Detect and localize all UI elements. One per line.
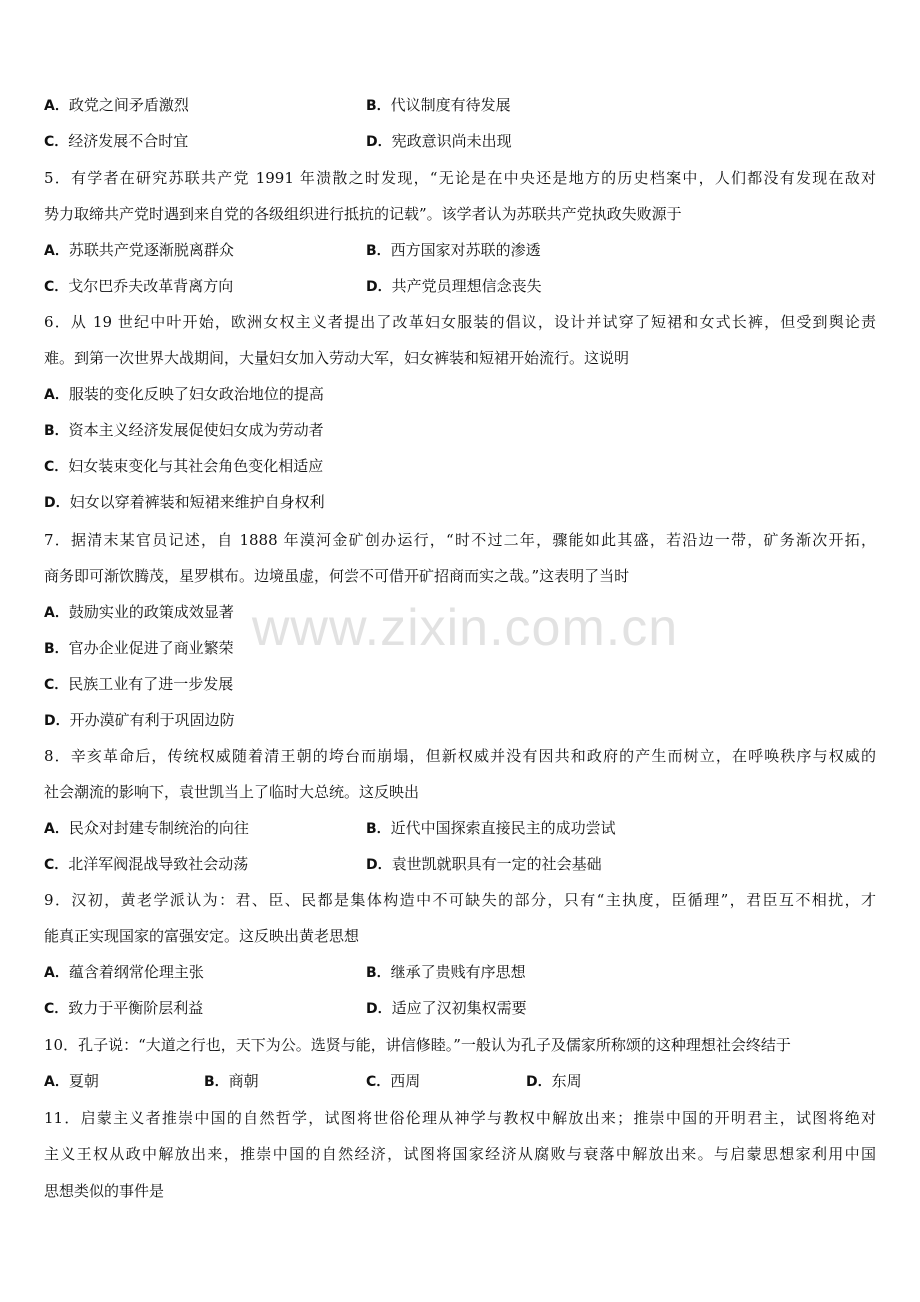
option-letter: D． (366, 1001, 392, 1017)
option-text: 西方国家对苏联的渗透 (390, 241, 541, 259)
option-letter: B． (44, 423, 69, 439)
q10-option-b (204, 1070, 259, 1092)
q5-stem-line-2: 势力取缔共产党时遇到来自党的各级组织进行抵抗的记载”。该学者认为苏联共产党执政失败源于 (44, 205, 682, 223)
option-text: 夏朝 (68, 1072, 99, 1090)
option-letter: C． (44, 1001, 69, 1017)
option-letter: D． (366, 134, 392, 150)
option-letter: A． (44, 821, 69, 837)
option-text: 袁世凯就职具有一定的社会基础 (391, 855, 602, 873)
option-letter: A． (44, 98, 69, 114)
q10-option-c (366, 1070, 420, 1092)
option-letter: A． (44, 965, 69, 981)
option-text: 资本主义经济发展促使妇女成为劳动者 (68, 421, 324, 439)
q7-stem-line-2: 商务即可渐饮腾茂，星罗棋布。边境虽虚，何尝不可借开矿招商而实之哉。”这表明了当时 (44, 567, 630, 585)
option-letter: D． (366, 279, 392, 295)
option-text: 妇女以穿着裤装和短裙来维护自身权利 (69, 493, 325, 511)
q5-option-c (44, 275, 233, 297)
q8-option-d (366, 853, 602, 875)
option-text: 戈尔巴乔夫改革背离方向 (68, 277, 234, 295)
q10-stem-line-1: 10．孔子说：“大道之行也，天下为公。选贤与能，讲信修睦。”一般认为孔子及儒家所称颂的这种理想社会终结于 (44, 1036, 791, 1054)
q7-option-c (44, 673, 233, 695)
option-letter: C． (44, 459, 69, 475)
q11-stem-line-2: 主义王权从政中解放出来，推崇中国的自然经济，试图将国家经济从腐败与衰落中解放出来。与启蒙思想家利用中国 (44, 1145, 876, 1163)
option-letter: D． (366, 857, 392, 873)
option-text: 官办企业促进了商业繁荣 (68, 639, 234, 657)
q7-option-b (44, 637, 234, 659)
option-text: 近代中国探索直接民主的成功尝试 (390, 819, 616, 837)
q4-option-b (366, 94, 511, 116)
q9-stem-line-2: 能真正实现国家的富强安定。这反映出黄老思想 (44, 927, 360, 945)
q9-option-d (366, 997, 527, 1019)
q9-option-b (366, 961, 526, 983)
option-letter: C． (44, 857, 69, 873)
q11-stem-line-1: 11．启蒙主义者推崇中国的自然哲学，试图将世俗伦理从神学与教权中解放出来；推崇中国的开明君主，试图将绝对 (44, 1109, 876, 1127)
option-letter: B． (366, 243, 391, 259)
option-letter: C． (44, 677, 69, 693)
q6-stem-line-2: 难。到第一次世界大战期间，大量妇女加入劳动大军，妇女裤装和短裙开始流行。这说明 (44, 349, 630, 367)
q6-option-d (44, 491, 325, 513)
option-text: 东周 (551, 1072, 582, 1090)
watermark: www.zixin.com.cn (251, 599, 679, 657)
q5-option-a (44, 239, 234, 261)
q8-option-b (366, 817, 616, 839)
option-text: 经济发展不合时宜 (68, 132, 189, 150)
q7-option-d (44, 709, 235, 731)
option-text: 宪政意识尚未出现 (391, 132, 512, 150)
option-text: 北洋军阀混战导致社会动荡 (68, 855, 249, 873)
option-letter: B． (366, 821, 391, 837)
option-text: 致力于平衡阶层利益 (68, 999, 204, 1017)
q4-option-c (44, 130, 188, 152)
option-text: 代议制度有待发展 (390, 96, 511, 114)
option-letter: D． (526, 1074, 552, 1090)
q6-option-a (44, 383, 324, 405)
option-letter: C． (44, 279, 69, 295)
option-letter: A． (44, 387, 69, 403)
q8-option-a (44, 817, 249, 839)
option-text: 商朝 (228, 1072, 259, 1090)
q5-option-b (366, 239, 541, 261)
q4-option-d (366, 130, 512, 152)
q8-stem-line-2: 社会潮流的影响下，袁世凯当上了临时大总统。这反映出 (44, 783, 420, 801)
q11-stem-line-3: 思想类似的事件是 (44, 1182, 165, 1200)
q6-stem-line-1: 6．从 19 世纪中叶开始，欧洲女权主义者提出了改革妇女服装的倡议，设计并试穿了短裙和女式长裤，但受到舆论责 (44, 313, 876, 331)
option-text: 服装的变化反映了妇女政治地位的提高 (68, 385, 324, 403)
option-text: 共产党员理想信念丧失 (391, 277, 542, 295)
q10-option-a (44, 1070, 99, 1092)
option-text: 民族工业有了进一步发展 (68, 675, 234, 693)
option-text: 开办漠矿有利于巩固边防 (69, 711, 235, 729)
option-text: 蕴含着纲常伦理主张 (68, 963, 204, 981)
q7-option-a (44, 601, 234, 623)
option-letter: A． (44, 243, 69, 259)
q8-option-c (44, 853, 248, 875)
q6-option-c (44, 455, 323, 477)
q8-stem-line-1: 8．辛亥革命后，传统权威随着清王朝的垮台而崩塌，但新权威并没有因共和政府的产生而树立，在呼唤秩序与权威的 (44, 747, 876, 765)
q9-option-a (44, 961, 204, 983)
q4-option-a (44, 94, 189, 116)
q5-option-d (366, 275, 542, 297)
option-text: 鼓励实业的政策成效显著 (68, 603, 234, 621)
q5-stem-line-1: 5．有学者在研究苏联共产党 1991 年溃散之时发现，“无论是在中央还是地方的历史档案中，人们都没有发现在敌对 (44, 169, 876, 187)
option-letter: A． (44, 605, 69, 621)
option-letter: D． (44, 495, 70, 511)
option-text: 西周 (390, 1072, 421, 1090)
option-letter: B． (44, 641, 69, 657)
option-letter: C． (44, 134, 69, 150)
option-text: 民众对封建专制统治的向往 (68, 819, 249, 837)
option-letter: C． (366, 1074, 391, 1090)
q9-option-c (44, 997, 203, 1019)
option-text: 苏联共产党逐渐脱离群众 (68, 241, 234, 259)
q7-stem-line-1: 7．据清末某官员记述，自 1888 年漠河金矿创办运行，“时不过二年，骤能如此其盛，若沿边一带，矿务渐次开拓， (44, 531, 876, 549)
option-letter: A． (44, 1074, 69, 1090)
option-text: 政党之间矛盾激烈 (68, 96, 189, 114)
option-letter: B． (366, 98, 391, 114)
option-letter: B． (204, 1074, 229, 1090)
option-letter: D． (44, 713, 70, 729)
q10-option-d (526, 1070, 582, 1092)
option-text: 继承了贵贱有序思想 (390, 963, 526, 981)
option-letter: B． (366, 965, 391, 981)
q9-stem-line-1: 9．汉初，黄老学派认为：君、臣、民都是集体构造中不可缺失的部分，只有“主执度，臣循理”，君臣互不相扰，才 (44, 891, 876, 909)
option-text: 妇女装束变化与其社会角色变化相适应 (68, 457, 324, 475)
option-text: 适应了汉初集权需要 (391, 999, 527, 1017)
q6-option-b (44, 419, 324, 441)
